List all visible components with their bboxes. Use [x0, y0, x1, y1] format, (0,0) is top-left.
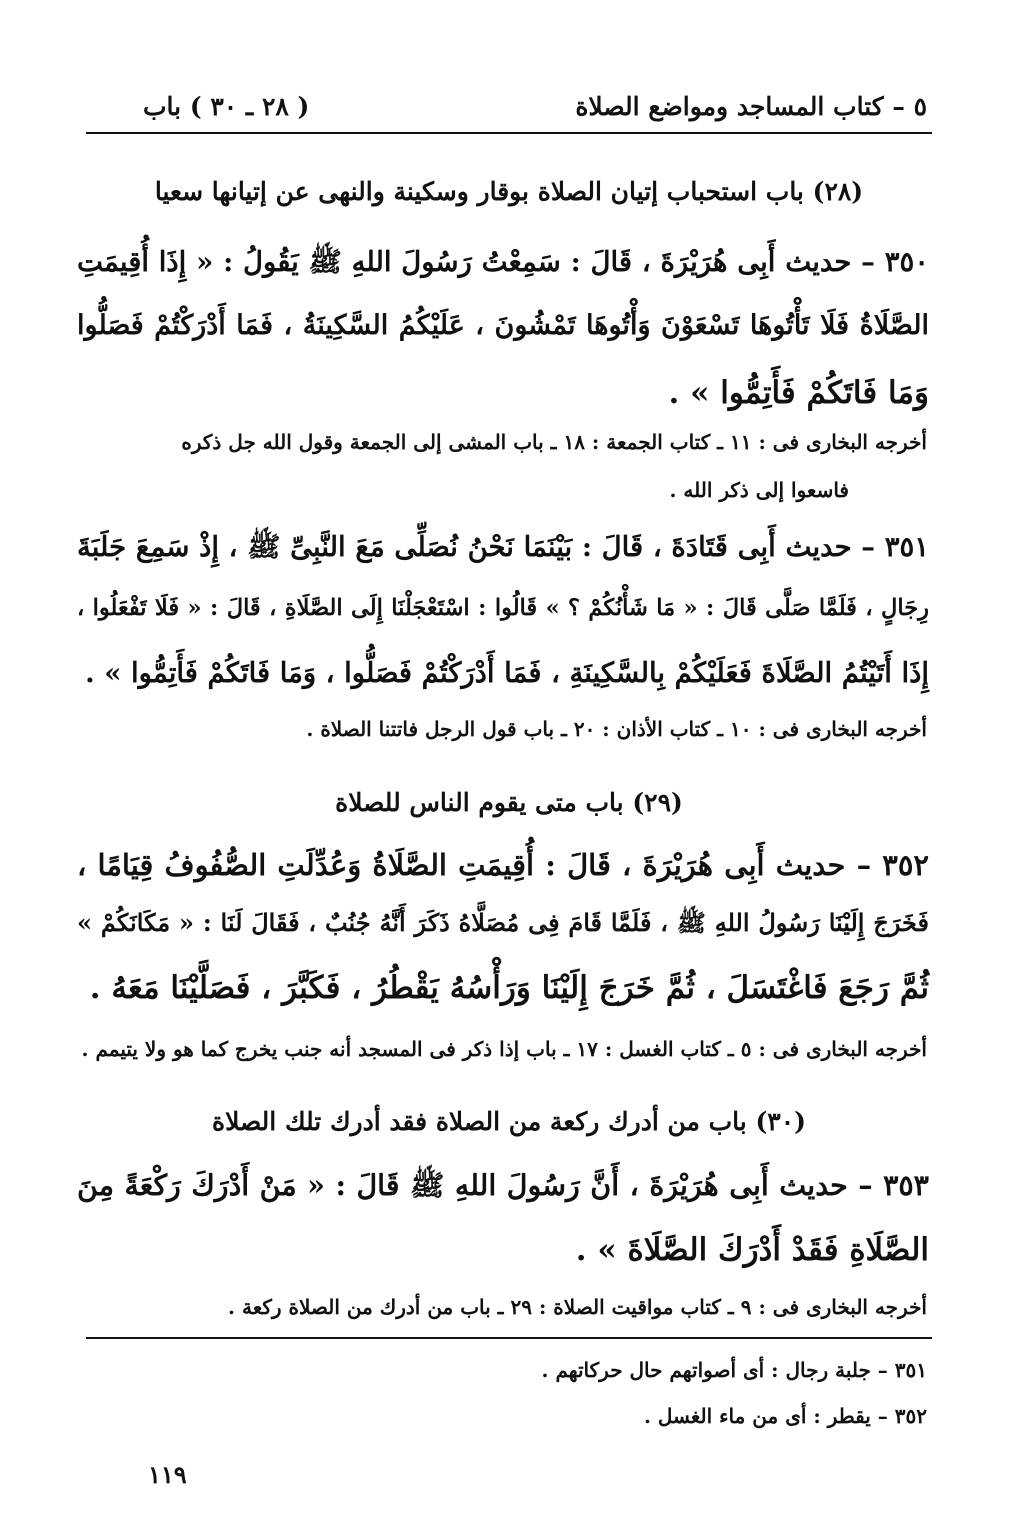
chapter-heading-30: (٣٠) باب من أدرك ركعة من الصلاة فقد أدرك تلك الصلاة — [211, 1107, 806, 1136]
page-number: ١١٩ — [148, 1460, 187, 1489]
hadith-352-source: أخرجه البخارى فى : ٥ ـ كتاب الغسل : ١٧ ـ باب إذا ذكر فى المسجد أنه جنب يخرج كما هو ولا يتيمم . — [81, 1037, 927, 1061]
chapter-heading-29: (٢٩) باب متى يقوم الناس للصلاة — [335, 788, 683, 817]
hadith-350-line-3: وَمَا فَاتَكُمْ فَأَتِمُّوا » . — [668, 375, 929, 411]
footnote-351: ٣٥١ – جلبة رجال : أى أصواتهم حال حركاتهم . — [541, 1358, 927, 1382]
chapter-heading-28: (٢٨) باب استحباب إتيان الصلاة بوقار وسكينة والنهى عن إتيانها سعيا — [154, 177, 864, 206]
hadith-350-line-1: ٣٥٠ – حديث أَبِى هُرَيْرَةَ ، قَالَ : سَمِعْتُ رَسُولَ اللهِ ﷺ يَقُولُ : « إِذَا أُقِيمَتِ — [77, 246, 929, 278]
hadith-353-line-1: ٣٥٣ – حديث أَبِى هُرَيْرَةَ ، أَنَّ رَسُولَ اللهِ ﷺ قَالَ : « مَنْ أَدْرَكَ رَكْعَةً مِنَ — [77, 1168, 929, 1202]
hadith-352-line-2: فَخَرَجَ إِلَيْنَا رَسُولُ اللهِ ﷺ ، فَلَمَّا قَامَ فِى مُصَلَّاهُ ذَكَرَ أَنَّهُ جُنُبٌ ، فَقَالَ لَنَا : « مَكَانَكُمْ » — [77, 908, 929, 937]
hadith-350-line-2: الصَّلَاةُ فَلَا تَأْتُوهَا تَسْعَوْنَ وَأْتُوهَا تَمْشُونَ ، عَلَيْكُمُ السَّكِينَةُ ، فَمَا أَدْرَكْتُمْ فَصَلُّوا — [77, 310, 929, 341]
hadith-350-source-cont: فاسعوا إلى ذكر الله . — [669, 478, 849, 502]
header-divider — [86, 132, 932, 134]
hadith-353-source: أخرجه البخارى فى : ٩ ـ كتاب مواقيت الصلاة : ٢٩ ـ باب من أدرك من الصلاة ركعة . — [228, 1295, 927, 1319]
running-header-chapter-range: ( ٢٨ ـ ٣٠ ) باب — [143, 92, 310, 121]
hadith-351-line-3: إِذَا أَتَيْتُمُ الصَّلَاةَ فَعَلَيْكُمْ بِالسَّكِينَةِ ، فَمَا أَدْرَكْتُمْ فَصَلُّوا ، وَمَا فَاتَكُمْ فَأَتِمُّوا » . — [85, 657, 929, 689]
running-header-book-title: ٥ – كتاب المساجد ومواضع الصلاة — [575, 92, 927, 121]
hadith-351-line-1: ٣٥١ – حديث أَبِى قَتَادَةَ ، قَالَ : بَيْنَمَا نَحْنُ نُصَلِّى مَعَ النَّبِىِّ ﷺ ، إِذْ سَمِعَ جَلَبَةَ — [77, 531, 929, 563]
hadith-351-line-2: رِجَالٍ ، فَلَمَّا صَلَّى قَالَ : « مَا شَأْنُكُمْ ؟ » قَالُوا : اسْتَعْجَلْنَا إِلَى الصَّلَاةِ ، قَالَ : « فَلَا تَفْعَلُوا ، — [77, 595, 929, 621]
hadith-352-line-3: ثُمَّ رَجَعَ فَاغْتَسَلَ ، ثُمَّ خَرَجَ إِلَيْنَا وَرَأْسُهُ يَقْطُرُ ، فَكَبَّرَ ، فَصَلَّيْنَا مَعَهُ . — [89, 970, 929, 1006]
hadith-351-source: أخرجه البخارى فى : ١٠ ـ كتاب الأذان : ٢٠ ـ باب قول الرجل فاتتنا الصلاة . — [306, 717, 927, 741]
hadith-350-source: أخرجه البخارى فى : ١١ ـ كتاب الجمعة : ١٨ ـ باب المشى إلى الجمعة وقول الله جل ذكره — [181, 430, 927, 454]
hadith-353-line-2: الصَّلَاةِ فَقَدْ أَدْرَكَ الصَّلَاةَ » . — [575, 1232, 929, 1268]
hadith-352-line-1: ٣٥٢ – حديث أَبِى هُرَيْرَةَ ، قَالَ : أُقِيمَتِ الصَّلَاةُ وَعُدِّلَتِ الصُّفُوفُ قِيَامًا ، — [77, 848, 929, 882]
footnote-352: ٣٥٢ – يقطر : أى من ماء الغسل . — [643, 1404, 927, 1428]
footnote-divider — [86, 1337, 932, 1339]
